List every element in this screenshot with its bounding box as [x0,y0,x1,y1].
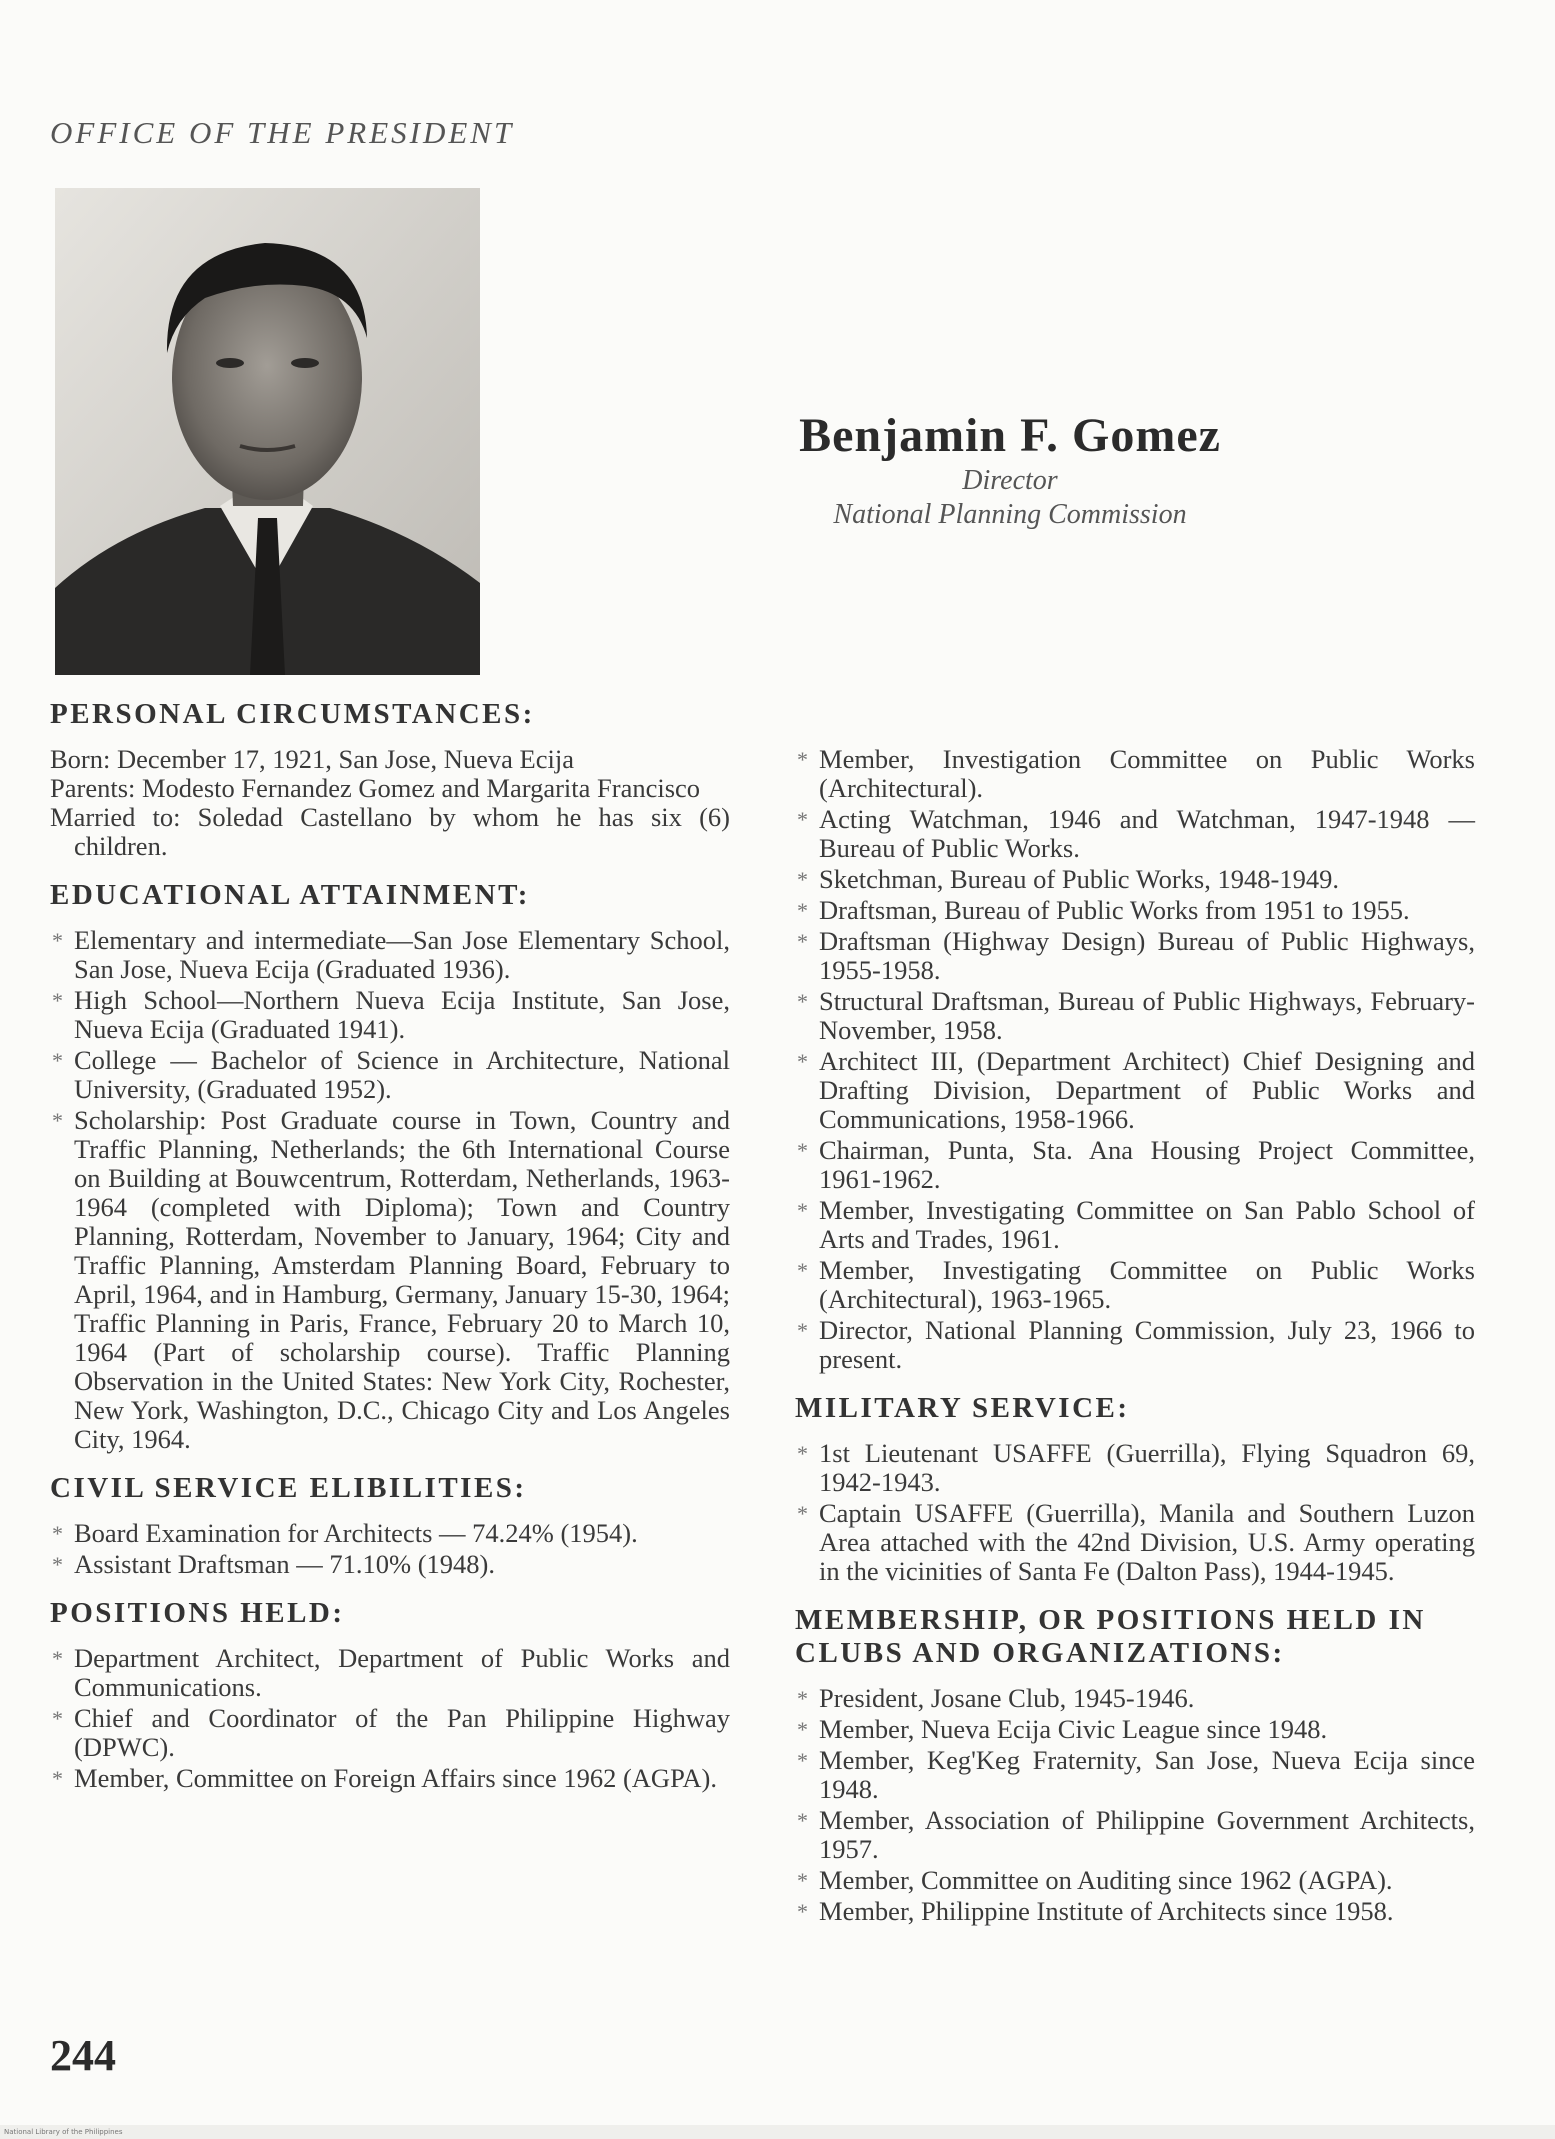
list-item: * Member, Nueva Ecija Civic League since 1948. [795,1715,1475,1744]
education-section [50,879,730,1454]
portrait-image [55,188,480,675]
list-item: * 1st Lieutenant USAFFE (Guerrilla), Flying Squadron 69, 1942-1943. [795,1439,1475,1497]
list-item: * Member, Investigating Committee on San Pablo School of Arts and Trades, 1961. [795,1196,1475,1254]
personal-line: Born: December 17, 1921, San Jose, Nueva Ecija [50,744,574,774]
civil-service-section [50,1472,730,1579]
list-item: * Department Architect, Department of Public Works and Communications. [50,1644,730,1702]
list-item: * Member, Investigating Committee on Public Works (Architectural), 1963-1965. [795,1256,1475,1314]
page-header: OFFICE OF THE PRESIDENT [50,115,515,150]
list-item: * Scholarship: Post Graduate course in Town, Country and Traffic Planning, Netherlands; the 6th International Course on Building at Bouwcentrum, Rotterdam, Netherlands, 1963-1964 (completed with Diploma); Town and Country Planning, Rotterdam, November to January, 1964; City and Traffic Planning, Amsterdam Planning Board, February to April, 1964, and in Hamburg, Germany, January 15-30, 1964; Traffic Planning in Paris, France, February 20 to March 10, 1964 (Part of scholarship course). Traffic Planning Observation in the United States: New York City, Rochester, New York, Washington, D.C., Chicago City and Los Angeles City, 1964. [50,1106,730,1454]
list-item: * Draftsman, Bureau of Public Works from 1951 to 1955. [795,896,1475,925]
personal-heading: PERSONAL CIRCUMSTANCES: [50,698,535,730]
education-heading: EDUCATIONAL ATTAINMENT: [50,879,530,911]
list-item: * President, Josane Club, 1945-1946. [795,1684,1475,1713]
list-item: * Elementary and intermediate—San Jose Elementary School, San Jose, Nueva Ecija (Graduated 1936). [50,926,730,984]
footer-library: National Library of the Philippines [4,2128,123,2136]
list-item: * High School—Northern Nueva Ecija Institute, San Jose, Nueva Ecija (Graduated 1941). [50,986,730,1044]
civil-service-heading: CIVIL SERVICE ELIBILITIES: [50,1472,527,1504]
list-item: * College — Bachelor of Science in Architecture, National University, (Graduated 1952). [50,1046,730,1104]
positions-continued [795,745,1475,1374]
military-section [795,1392,1475,1586]
positions-section [50,1597,730,1793]
person-title: Director [962,465,1058,496]
profile-block [760,408,1260,531]
list-item: * Sketchman, Bureau of Public Works, 1948-1949. [795,865,1475,894]
list-item: * Director, National Planning Commission, July 23, 1966 to present. [795,1316,1475,1374]
list-item: * Member, Keg'Keg Fraternity, San Jose, Nueva Ecija since 1948. [795,1746,1475,1804]
list-item: * Member, Investigation Committee on Public Works (Architectural). [795,745,1475,803]
list-item: * Structural Draftsman, Bureau of Public Highways, February-November, 1958. [795,987,1475,1045]
right-column [795,745,1475,1944]
list-item: * Member, Committee on Auditing since 1962 (AGPA). [795,1866,1475,1895]
page-number: 244 [50,2031,116,2080]
list-item: * Captain USAFFE (Guerrilla), Manila and Southern Luzon Area attached with the 42nd Division, U.S. Army operating in the vicinities of Santa Fe (Dalton Pass), 1944-1945. [795,1499,1475,1586]
personal-line: Married to: Soledad Castellano by whom he has six (6) children. [50,802,730,861]
list-item: * Chief and Coordinator of the Pan Philippine Highway (DPWC). [50,1704,730,1762]
list-item: * Board Examination for Architects — 74.24% (1954). [50,1519,730,1548]
membership-heading: MEMBERSHIP, OR POSITIONS HELD IN CLUBS AND ORGANIZATIONS: [795,1604,1426,1669]
person-name: Benjamin F. Gomez [799,409,1221,462]
list-item: * Acting Watchman, 1946 and Watchman, 1947-1948 — Bureau of Public Works. [795,805,1475,863]
footer-strip [0,2125,1555,2139]
person-agency: National Planning Commission [833,499,1187,530]
personal-line: Parents: Modesto Fernandez Gomez and Margarita Francisco [50,773,701,803]
membership-section [795,1604,1475,1926]
list-item: * Member, Committee on Foreign Affairs since 1962 (AGPA). [50,1764,730,1793]
list-item: * Assistant Draftsman — 71.10% (1948). [50,1550,730,1579]
personal-section [50,698,730,861]
positions-heading: POSITIONS HELD: [50,1597,345,1629]
portrait-photo [55,188,480,675]
military-heading: MILITARY SERVICE: [795,1392,1130,1424]
left-column [50,698,730,1811]
list-item: * Architect III, (Department Architect) Chief Designing and Drafting Division, Department of Public Works and Communications, 1958-1966. [795,1047,1475,1134]
list-item: * Draftsman (Highway Design) Bureau of Public Highways, 1955-1958. [795,927,1475,985]
list-item: * Member, Philippine Institute of Architects since 1958. [795,1897,1475,1926]
list-item: * Chairman, Punta, Sta. Ana Housing Project Committee, 1961-1962. [795,1136,1475,1194]
list-item: * Member, Association of Philippine Government Architects, 1957. [795,1806,1475,1864]
